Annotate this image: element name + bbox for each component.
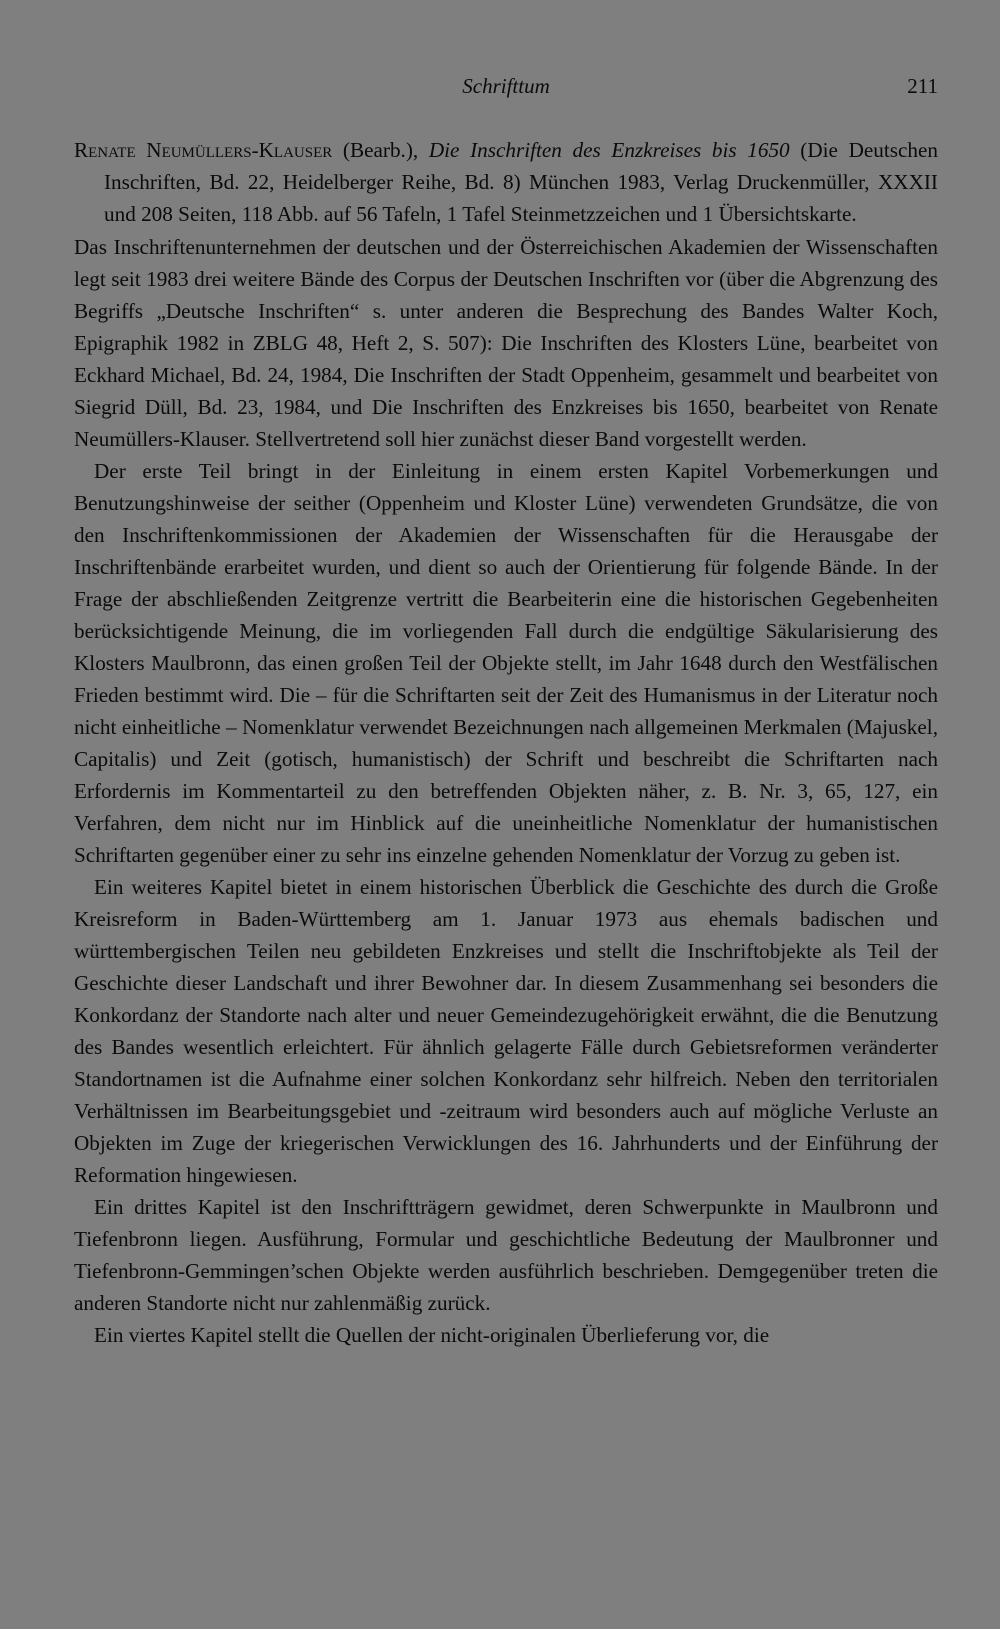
- paragraph: Ein drittes Kapitel ist den Inschriftträgern gewidmet, deren Schwerpunkte in Maulbronn und Tiefenbronn liegen. Ausführung, Formular und geschichtliche Bedeutung der Maulbronner und Tiefenbronn-Gemmingen’schen Objekte werden ausführlich beschrieben. Demgegenüber treten die anderen Standorte nicht nur zahlenmäßig zurück.: [74, 1195, 938, 1315]
- paragraph: Ein weiteres Kapitel bietet in einem historischen Überblick die Geschichte des durch die Große Kreisreform in Baden-Württemberg am 1. Januar 1973 aus ehemals badischen und württembergischen Teilen neu gebildeten Enzkreises und stellt die Inschriftobjekte als Teil der Geschichte dieser Landschaft und ihrer Bewohner dar. In diesem Zusammenhang sei besonders die Konkordanz der Standorte nach alter und neuer Gemeindezugehörigkeit erwähnt, die die Benutzung des Bandes wesentlich erleichtert. Für ähnlich gelagerte Fälle durch Gebietsreformen veränderter Standortnamen ist die Aufnahme einer solchen Konkordanz sehr hilfreich. Neben den territorialen Verhältnissen im Bearbeitungsgebiet und -zeitraum wird besonders auch auf mögliche Verluste an Objekten im Zuge der kriegerischen Verwicklungen des 16. Jahrhunderts und der Einführung der Reformation hingewiesen.: [74, 875, 938, 1187]
- entry-author: Renate Neumüllers-Klauser: [74, 138, 333, 162]
- page-header: [74, 66, 938, 106]
- entry-details: (Die Deutschen Inschriften, Bd. 22, Heidelberger Reihe, Bd. 8) München 1983, Verlag Druckenmüller, XXXII und 208 Seiten, 118 Abb. auf 56 Tafeln, 1 Tafel Steinmetzzeichen und 1 Übersichtskarte.: [104, 138, 939, 226]
- body-text: [74, 134, 938, 1351]
- bibliographic-entry: [74, 134, 938, 230]
- entry-title: Die Inschriften des Enzkreises bis 1650: [428, 138, 790, 162]
- paragraph: Das Inschriftenunternehmen der deutschen und der Österreichischen Akademien der Wissenschaften legt seit 1983 drei weitere Bände des Corpus der Deutschen Inschriften vor (über die Abgrenzung des Begriffs „Deutsche Inschriften“ s. unter anderen die Besprechung des Bandes Walter Koch, Epigraphik 1982 in ZBLG 48, Heft 2, S. 507): Die Inschriften des Klosters Lüne, bearbeitet von Eckhard Michael, Bd. 24, 1984, Die Inschriften der Stadt Oppenheim, gesammelt und bearbeitet von Siegrid Düll, Bd. 23, 1984, und Die Inschriften des Enzkreises bis 1650, bearbeitet von Renate Neumüllers-Klauser. Stellvertretend soll hier zunächst dieser Band vorgestellt werden.: [74, 235, 938, 451]
- paragraph: Der erste Teil bringt in der Einleitung in einem ersten Kapitel Vorbemerkungen und Benutzungshinweise der seither (Oppenheim und Kloster Lüne) verwendeten Grundsätze, die von den Inschriftenkommissionen der Akademien der Wissenschaften für die Herausgabe der Inschriftenbände erarbeitet wurden, und dient so auch der Orientierung für folgende Bände. In der Frage der abschließenden Zeitgrenze vertritt die Bearbeiterin eine die historischen Gegebenheiten berücksichtigende Meinung, die im vorliegenden Fall durch die endgültige Säkularisierung des Klosters Maulbronn, das einen großen Teil der Objekte stellt, im Jahr 1648 durch den Westfälischen Frieden bestimmt wird. Die – für die Schriftarten seit der Zeit des Humanismus in der Literatur noch nicht einheitliche – Nomenklatur verwendet Bezeichnungen nach allgemeinen Merkmalen (Majuskel, Capitalis) und Zeit (gotisch, humanistisch) der Schrift und beschreibt die Schriftarten nach Erfordernis im Kommentarteil zu den betreffenden Objekten näher, z. B. Nr. 3, 65, 127, ein Verfahren, dem nicht nur im Hinblick auf die uneinheitliche Nomenklatur der humanistischen Schriftarten gegenüber einer zu sehr ins einzelne gehenden Nomenklatur der Vorzug zu geben ist.: [74, 459, 938, 867]
- paragraph: Ein viertes Kapitel stellt die Quellen der nicht-originalen Überlieferung vor, die: [94, 1323, 770, 1347]
- running-title: Schrifttum: [462, 74, 550, 98]
- entry-role: (Bearb.),: [332, 138, 429, 162]
- page-number: 211: [907, 74, 938, 98]
